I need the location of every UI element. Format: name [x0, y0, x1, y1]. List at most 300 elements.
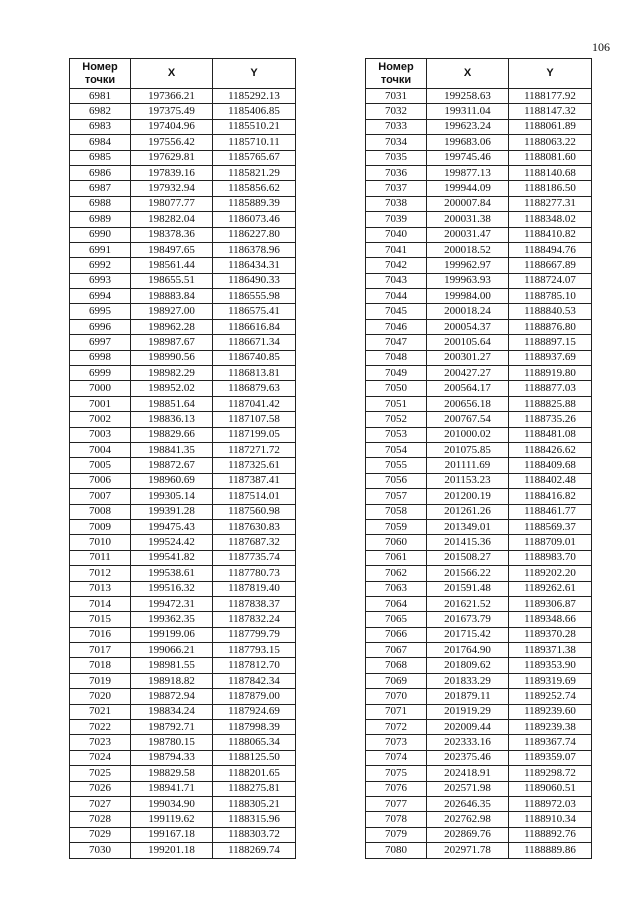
cell-x: 199119.62	[131, 812, 213, 827]
table-row	[70, 366, 296, 381]
cell-point-number: 7017	[70, 643, 131, 658]
cell-y: 1188177.92	[509, 89, 592, 104]
cell-point-number: 6997	[70, 335, 131, 350]
cell-y: 1188877.03	[509, 381, 592, 396]
table-row	[366, 689, 592, 704]
cell-x: 198872.67	[131, 458, 213, 473]
table-row	[366, 289, 592, 304]
cell-y: 1189239.60	[509, 704, 592, 719]
cell-x: 199258.63	[427, 89, 509, 104]
cell-x: 198655.51	[131, 273, 213, 288]
cell-point-number: 7040	[366, 227, 427, 242]
cell-x: 199475.43	[131, 519, 213, 534]
cell-x: 202869.76	[427, 827, 509, 842]
cell-point-number: 6990	[70, 227, 131, 242]
cell-point-number: 7024	[70, 750, 131, 765]
cell-point-number: 7071	[366, 704, 427, 719]
cell-y: 1187387.41	[213, 473, 296, 488]
cell-point-number: 7019	[70, 673, 131, 688]
table-row	[70, 735, 296, 750]
cell-x: 201349.01	[427, 519, 509, 534]
cell-x: 202762.98	[427, 812, 509, 827]
cell-point-number: 6992	[70, 258, 131, 273]
table-row	[366, 273, 592, 288]
table-row	[366, 381, 592, 396]
cell-x: 198851.64	[131, 396, 213, 411]
cell-y: 1185510.21	[213, 119, 296, 134]
cell-y: 1188569.37	[509, 519, 592, 534]
table-row	[366, 720, 592, 735]
cell-x: 197629.81	[131, 150, 213, 165]
coordinates-table-right	[365, 58, 592, 859]
table-row	[70, 750, 296, 765]
cell-x: 197404.96	[131, 119, 213, 134]
cell-point-number: 6982	[70, 104, 131, 119]
table-row	[70, 289, 296, 304]
table-row	[366, 473, 592, 488]
table-row	[366, 658, 592, 673]
cell-x: 202571.98	[427, 781, 509, 796]
cell-y: 1187780.73	[213, 566, 296, 581]
cell-x: 198378.36	[131, 227, 213, 242]
cell-y: 1189371.38	[509, 643, 592, 658]
table-row	[366, 735, 592, 750]
cell-point-number: 7056	[366, 473, 427, 488]
cell-y: 1186378.96	[213, 242, 296, 257]
table-row	[366, 612, 592, 627]
cell-x: 200105.64	[427, 335, 509, 350]
cell-y: 1187687.32	[213, 535, 296, 550]
cell-point-number: 7067	[366, 643, 427, 658]
cell-point-number: 7014	[70, 596, 131, 611]
cell-point-number: 7013	[70, 581, 131, 596]
cell-x: 199984.00	[427, 289, 509, 304]
cell-y: 1185406.85	[213, 104, 296, 119]
table-row	[366, 643, 592, 658]
cell-point-number: 6981	[70, 89, 131, 104]
table-row	[70, 150, 296, 165]
cell-y: 1188277.31	[509, 196, 592, 211]
table-row	[366, 750, 592, 765]
table-row	[366, 196, 592, 211]
cell-y: 1188315.96	[213, 812, 296, 827]
cell-point-number: 7002	[70, 412, 131, 427]
table-row	[366, 581, 592, 596]
cell-x: 201566.22	[427, 566, 509, 581]
table-row	[366, 319, 592, 334]
table-row	[366, 135, 592, 150]
cell-x: 200031.47	[427, 227, 509, 242]
cell-x: 200301.27	[427, 350, 509, 365]
cell-point-number: 7078	[366, 812, 427, 827]
cell-x: 198883.84	[131, 289, 213, 304]
table-row	[70, 458, 296, 473]
cell-x: 201111.69	[427, 458, 509, 473]
cell-point-number: 7020	[70, 689, 131, 704]
table-row	[70, 519, 296, 534]
coordinates-table-left	[69, 58, 296, 859]
table-row	[70, 566, 296, 581]
cell-x: 201833.29	[427, 673, 509, 688]
cell-x: 201153.23	[427, 473, 509, 488]
cell-x: 201879.11	[427, 689, 509, 704]
cell-x: 201508.27	[427, 550, 509, 565]
cell-point-number: 6985	[70, 150, 131, 165]
cell-x: 199472.31	[131, 596, 213, 611]
cell-point-number: 7050	[366, 381, 427, 396]
cell-x: 201200.19	[427, 489, 509, 504]
cell-y: 1185292.13	[213, 89, 296, 104]
cell-point-number: 7034	[366, 135, 427, 150]
cell-point-number: 7021	[70, 704, 131, 719]
cell-y: 1187838.37	[213, 596, 296, 611]
table-row	[366, 396, 592, 411]
table-row	[366, 781, 592, 796]
cell-y: 1186879.63	[213, 381, 296, 396]
table-row	[366, 504, 592, 519]
header-x: X	[131, 59, 213, 89]
table-row	[70, 381, 296, 396]
cell-x: 198962.28	[131, 319, 213, 334]
cell-x: 200031.38	[427, 212, 509, 227]
table-row	[70, 643, 296, 658]
table-row	[366, 535, 592, 550]
cell-point-number: 7044	[366, 289, 427, 304]
table-row	[70, 412, 296, 427]
table-row	[366, 89, 592, 104]
cell-x: 198872.94	[131, 689, 213, 704]
cell-x: 198829.58	[131, 766, 213, 781]
cell-x: 200018.52	[427, 242, 509, 257]
table-row	[366, 843, 592, 858]
cell-point-number: 6999	[70, 366, 131, 381]
table-row	[366, 442, 592, 457]
table-body-right	[366, 89, 592, 859]
table-row	[366, 827, 592, 842]
cell-point-number: 7004	[70, 442, 131, 457]
cell-x: 200054.37	[427, 319, 509, 334]
cell-y: 1188410.82	[509, 227, 592, 242]
cell-x: 202418.91	[427, 766, 509, 781]
header-point-number: Номер точки	[70, 59, 131, 89]
cell-y: 1187325.61	[213, 458, 296, 473]
cell-point-number: 7036	[366, 165, 427, 180]
table-row	[70, 504, 296, 519]
cell-point-number: 7022	[70, 720, 131, 735]
cell-y: 1188840.53	[509, 304, 592, 319]
table-row	[366, 119, 592, 134]
table-row	[366, 104, 592, 119]
cell-point-number: 6989	[70, 212, 131, 227]
cell-x: 199199.06	[131, 627, 213, 642]
cell-y: 1187199.05	[213, 427, 296, 442]
table-row	[70, 335, 296, 350]
table-row	[70, 781, 296, 796]
cell-x: 200564.17	[427, 381, 509, 396]
cell-point-number: 7049	[366, 366, 427, 381]
table-row	[70, 673, 296, 688]
cell-x: 198841.35	[131, 442, 213, 457]
cell-y: 1188065.34	[213, 735, 296, 750]
cell-x: 199538.61	[131, 566, 213, 581]
cell-point-number: 7075	[366, 766, 427, 781]
cell-x: 198497.65	[131, 242, 213, 257]
table-row	[366, 489, 592, 504]
table-row	[70, 796, 296, 811]
cell-point-number: 6991	[70, 242, 131, 257]
table-row	[366, 766, 592, 781]
cell-y: 1188494.76	[509, 242, 592, 257]
header-x: X	[427, 59, 509, 89]
table-row	[70, 812, 296, 827]
table-row	[366, 350, 592, 365]
table-row	[70, 550, 296, 565]
cell-x: 199362.35	[131, 612, 213, 627]
cell-x: 200427.27	[427, 366, 509, 381]
cell-x: 198981.55	[131, 658, 213, 673]
cell-y: 1187041.42	[213, 396, 296, 411]
table-row	[70, 304, 296, 319]
cell-point-number: 7031	[366, 89, 427, 104]
cell-y: 1188937.69	[509, 350, 592, 365]
cell-point-number: 7064	[366, 596, 427, 611]
cell-x: 202333.16	[427, 735, 509, 750]
cell-y: 1188825.88	[509, 396, 592, 411]
table-row	[70, 612, 296, 627]
cell-x: 201809.62	[427, 658, 509, 673]
cell-y: 1187924.69	[213, 704, 296, 719]
cell-point-number: 7057	[366, 489, 427, 504]
cell-point-number: 7072	[366, 720, 427, 735]
table-row	[70, 473, 296, 488]
cell-y: 1189239.38	[509, 720, 592, 735]
cell-point-number: 7073	[366, 735, 427, 750]
cell-point-number: 7047	[366, 335, 427, 350]
cell-x: 199944.09	[427, 181, 509, 196]
cell-y: 1188305.21	[213, 796, 296, 811]
cell-x: 202375.46	[427, 750, 509, 765]
cell-y: 1189202.20	[509, 566, 592, 581]
cell-y: 1188983.70	[509, 550, 592, 565]
cell-point-number: 7041	[366, 242, 427, 257]
cell-x: 199541.82	[131, 550, 213, 565]
cell-y: 1188919.80	[509, 366, 592, 381]
cell-y: 1188897.15	[509, 335, 592, 350]
cell-x: 200018.24	[427, 304, 509, 319]
cell-x: 201919.29	[427, 704, 509, 719]
cell-y: 1189367.74	[509, 735, 592, 750]
cell-y: 1188269.74	[213, 843, 296, 858]
table-row	[70, 720, 296, 735]
cell-y: 1188889.86	[509, 843, 592, 858]
cell-y: 1188481.08	[509, 427, 592, 442]
cell-point-number: 7055	[366, 458, 427, 473]
cell-point-number: 6993	[70, 273, 131, 288]
cell-y: 1189319.69	[509, 673, 592, 688]
cell-y: 1187793.15	[213, 643, 296, 658]
cell-y: 1189262.61	[509, 581, 592, 596]
cell-point-number: 6984	[70, 135, 131, 150]
table-row	[366, 165, 592, 180]
cell-x: 198780.15	[131, 735, 213, 750]
cell-y: 1188061.89	[509, 119, 592, 134]
cell-x: 198960.69	[131, 473, 213, 488]
cell-point-number: 7058	[366, 504, 427, 519]
cell-x: 202009.44	[427, 720, 509, 735]
table-header-row	[70, 59, 296, 89]
table-row	[366, 412, 592, 427]
cell-point-number: 7030	[70, 843, 131, 858]
cell-x: 201764.90	[427, 643, 509, 658]
cell-y: 1185765.67	[213, 150, 296, 165]
cell-y: 1188910.34	[509, 812, 592, 827]
cell-x: 198927.00	[131, 304, 213, 319]
table-row	[366, 519, 592, 534]
cell-point-number: 7012	[70, 566, 131, 581]
cell-y: 1188724.07	[509, 273, 592, 288]
cell-y: 1189348.66	[509, 612, 592, 627]
cell-point-number: 6994	[70, 289, 131, 304]
cell-y: 1188275.81	[213, 781, 296, 796]
table-row	[70, 227, 296, 242]
cell-y: 1188785.10	[509, 289, 592, 304]
table-row	[70, 196, 296, 211]
table-row	[70, 135, 296, 150]
cell-y: 1188426.62	[509, 442, 592, 457]
cell-y: 1189060.51	[509, 781, 592, 796]
table-row	[70, 596, 296, 611]
cell-point-number: 7008	[70, 504, 131, 519]
table-row	[366, 335, 592, 350]
cell-y: 1186555.98	[213, 289, 296, 304]
cell-y: 1186616.84	[213, 319, 296, 334]
cell-y: 1187998.39	[213, 720, 296, 735]
header-point-number: Номер точки	[366, 59, 427, 89]
cell-x: 201673.79	[427, 612, 509, 627]
cell-y: 1186490.33	[213, 273, 296, 288]
cell-point-number: 7074	[366, 750, 427, 765]
cell-y: 1185856.62	[213, 181, 296, 196]
cell-y: 1187107.58	[213, 412, 296, 427]
table-row	[366, 627, 592, 642]
cell-x: 201000.02	[427, 427, 509, 442]
cell-y: 1186671.34	[213, 335, 296, 350]
cell-point-number: 7037	[366, 181, 427, 196]
table-row	[70, 396, 296, 411]
cell-point-number: 7027	[70, 796, 131, 811]
cell-y: 1186740.85	[213, 350, 296, 365]
cell-y: 1188125.50	[213, 750, 296, 765]
cell-point-number: 7006	[70, 473, 131, 488]
cell-y: 1188709.01	[509, 535, 592, 550]
table-row	[70, 627, 296, 642]
cell-x: 199034.90	[131, 796, 213, 811]
cell-point-number: 7060	[366, 535, 427, 550]
cell-y: 1186575.41	[213, 304, 296, 319]
cell-point-number: 7039	[366, 212, 427, 227]
cell-point-number: 7018	[70, 658, 131, 673]
cell-y: 1188140.68	[509, 165, 592, 180]
table-row	[70, 212, 296, 227]
cell-point-number: 7066	[366, 627, 427, 642]
cell-y: 1189359.07	[509, 750, 592, 765]
table-row	[366, 242, 592, 257]
header-y: Y	[213, 59, 296, 89]
cell-y: 1185821.29	[213, 165, 296, 180]
cell-y: 1187630.83	[213, 519, 296, 534]
cell-x: 200007.84	[427, 196, 509, 211]
cell-point-number: 7052	[366, 412, 427, 427]
cell-point-number: 7009	[70, 519, 131, 534]
table-row	[70, 89, 296, 104]
cell-y: 1188303.72	[213, 827, 296, 842]
cell-point-number: 7068	[366, 658, 427, 673]
table-row	[70, 658, 296, 673]
cell-x: 199066.21	[131, 643, 213, 658]
cell-y: 1187799.79	[213, 627, 296, 642]
table-row	[366, 366, 592, 381]
cell-x: 199305.14	[131, 489, 213, 504]
cell-x: 197375.49	[131, 104, 213, 119]
cell-y: 1189353.90	[509, 658, 592, 673]
cell-y: 1187819.40	[213, 581, 296, 596]
page-number: 106	[592, 40, 610, 54]
cell-point-number: 7076	[366, 781, 427, 796]
cell-y: 1188147.32	[509, 104, 592, 119]
cell-point-number: 7077	[366, 796, 427, 811]
cell-x: 198987.67	[131, 335, 213, 350]
table-row	[366, 704, 592, 719]
cell-y: 1188348.02	[509, 212, 592, 227]
cell-point-number: 6998	[70, 350, 131, 365]
cell-x: 201621.52	[427, 596, 509, 611]
cell-point-number: 7063	[366, 581, 427, 596]
cell-point-number: 7016	[70, 627, 131, 642]
table-row	[366, 796, 592, 811]
cell-x: 201075.85	[427, 442, 509, 457]
cell-point-number: 7054	[366, 442, 427, 457]
cell-point-number: 7032	[366, 104, 427, 119]
cell-point-number: 7059	[366, 519, 427, 534]
cell-point-number: 7010	[70, 535, 131, 550]
cell-y: 1188063.22	[509, 135, 592, 150]
cell-y: 1188416.82	[509, 489, 592, 504]
cell-x: 197932.94	[131, 181, 213, 196]
cell-point-number: 7000	[70, 381, 131, 396]
cell-x: 199962.97	[427, 258, 509, 273]
cell-x: 197366.21	[131, 89, 213, 104]
cell-point-number: 7042	[366, 258, 427, 273]
table-row	[70, 843, 296, 858]
cell-point-number: 7003	[70, 427, 131, 442]
cell-y: 1188409.68	[509, 458, 592, 473]
cell-point-number: 7001	[70, 396, 131, 411]
cell-y: 1188186.50	[509, 181, 592, 196]
table-row	[366, 212, 592, 227]
cell-point-number: 6983	[70, 119, 131, 134]
cell-x: 199167.18	[131, 827, 213, 842]
table-row	[366, 812, 592, 827]
cell-y: 1188667.89	[509, 258, 592, 273]
cell-x: 199391.28	[131, 504, 213, 519]
cell-point-number: 7025	[70, 766, 131, 781]
cell-y: 1186813.81	[213, 366, 296, 381]
cell-point-number: 7023	[70, 735, 131, 750]
cell-y: 1189252.74	[509, 689, 592, 704]
cell-x: 199623.24	[427, 119, 509, 134]
cell-point-number: 7043	[366, 273, 427, 288]
cell-point-number: 6986	[70, 165, 131, 180]
